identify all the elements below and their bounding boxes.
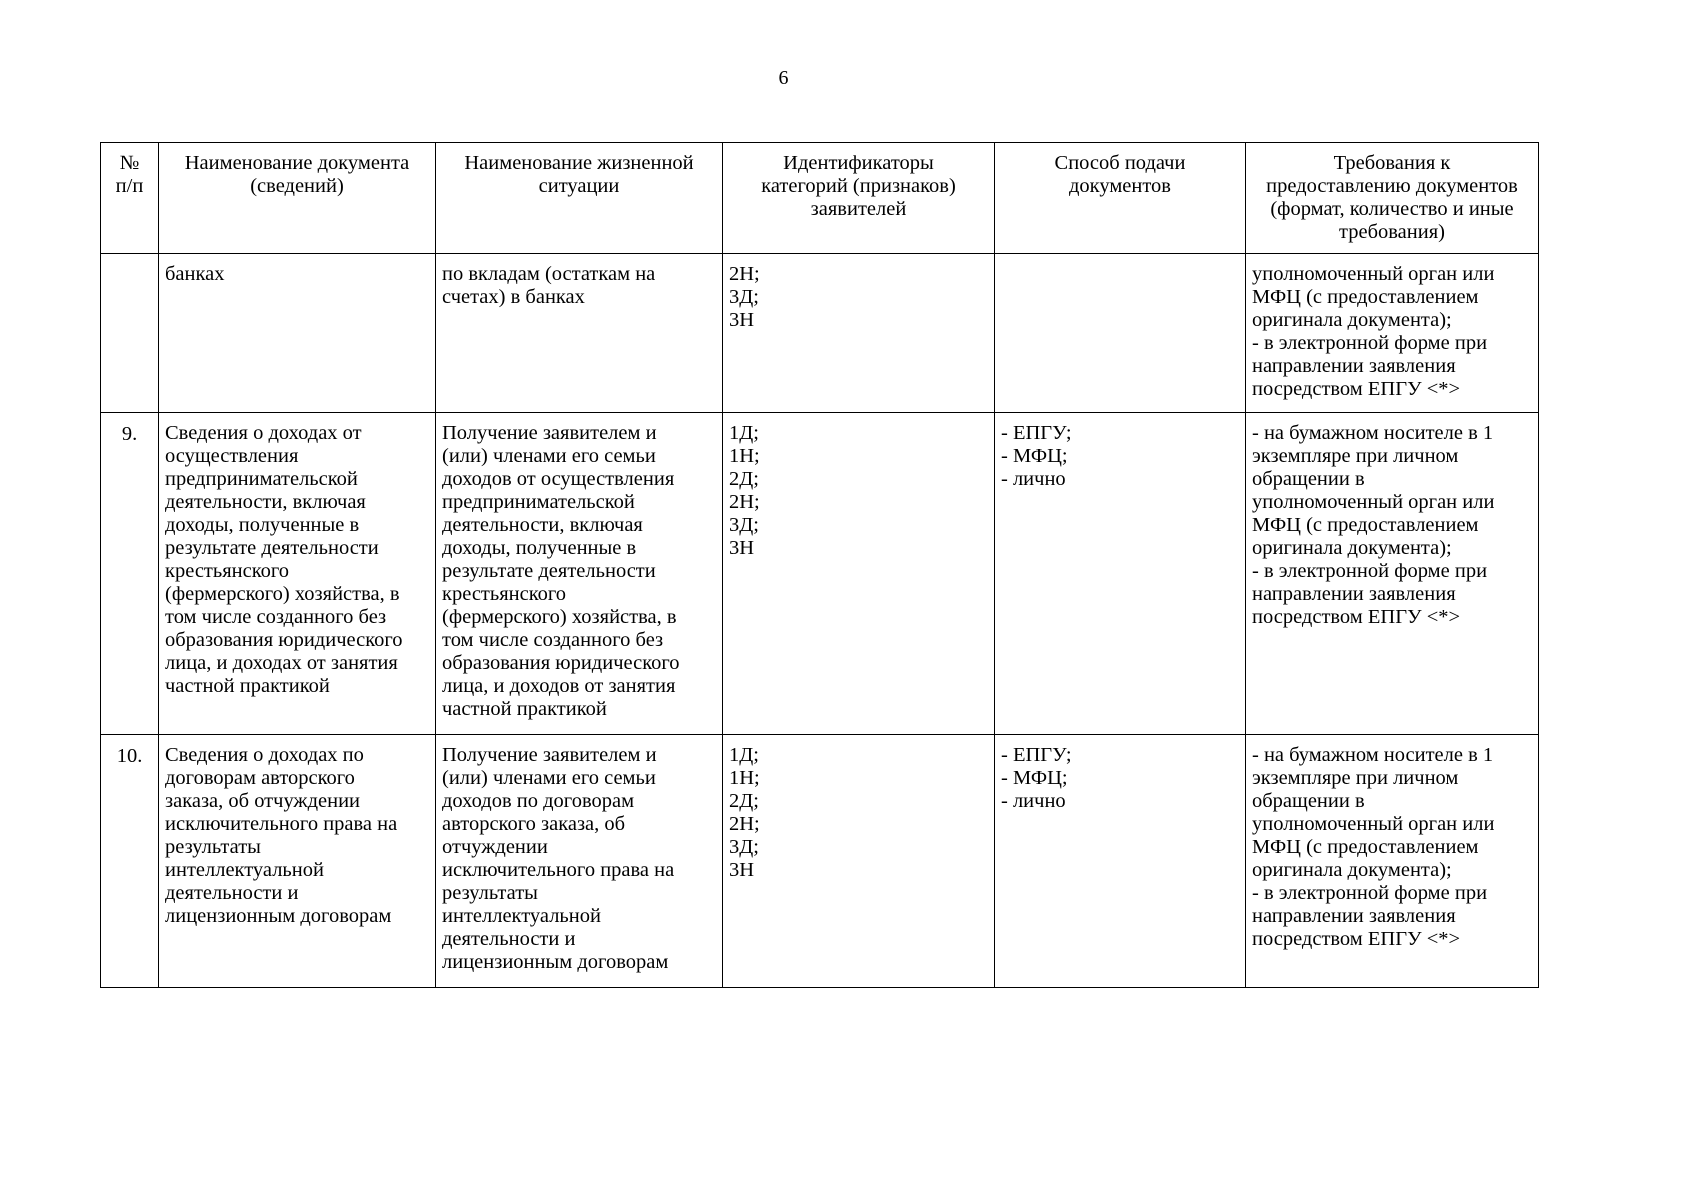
row-number: 9.: [101, 413, 159, 735]
table-header: [101, 143, 1539, 254]
header-life-situation: Наименование жизненной ситуации: [436, 143, 723, 254]
submission-method-cell: [995, 254, 1246, 413]
requirements-cell: - на бумажном носителе в 1 экземпляре при личном обращении в уполномоченный орган или МФЦ (с предоставлением оригинала документа); - в электронной форме при направлении заявления посредством ЕПГУ <*>: [1246, 413, 1539, 735]
header-number: № п/п: [101, 143, 159, 254]
identifiers-cell: 1Д; 1Н; 2Д; 2Н; 3Д; 3Н: [723, 735, 995, 988]
row-number: [101, 254, 159, 413]
life-situation-cell: Получение заявителем и (или) членами его семьи доходов от осуществления предпринимательской деятельности, включая доходы, полученные в результате деятельности крестьянского (фермерского) хозяйства, в том числе созданного без образования юридического лица, и доходов от занятия частной практикой: [436, 413, 723, 735]
requirements-cell: - на бумажном носителе в 1 экземпляре при личном обращении в уполномоченный орган или МФЦ (с предоставлением оригинала документа); - в электронной форме при направлении заявления посредством ЕПГУ <*>: [1246, 735, 1539, 988]
identifiers-cell: 2Н; 3Д; 3Н: [723, 254, 995, 413]
requirements-cell: уполномоченный орган или МФЦ (с предоставлением оригинала документа); - в электронной форме при направлении заявления посредством ЕПГУ <*>: [1246, 254, 1539, 413]
header-submission-method: Способ подачи документов: [995, 143, 1246, 254]
header-row: [101, 143, 1539, 254]
header-requirements: Требования к предоставлению документов (формат, количество и иные требования): [1246, 143, 1539, 254]
identifiers-cell: 1Д; 1Н; 2Д; 2Н; 3Д; 3Н: [723, 413, 995, 735]
life-situation-cell: Получение заявителем и (или) членами его семьи доходов по договорам авторского заказа, об отчуждении исключительного права на результаты интеллектуальной деятельности и лицензионным договорам: [436, 735, 723, 988]
header-applicant-identifiers: Идентификаторы категорий (признаков) заявителей: [723, 143, 995, 254]
page-number: 6: [778, 67, 789, 89]
submission-method-cell: - ЕПГУ; - МФЦ; - лично: [995, 735, 1246, 988]
table-row: [101, 413, 1539, 735]
table-body: [101, 254, 1539, 988]
table-row: [101, 735, 1539, 988]
document-name-cell: Сведения о доходах от осуществления предпринимательской деятельности, включая доходы, полученные в результате деятельности крестьянского (фермерского) хозяйства, в том числе созданного без образования юридического лица, и доходах от занятия частной практикой: [159, 413, 436, 735]
header-document-name: Наименование документа (сведений): [159, 143, 436, 254]
document-name-cell: Сведения о доходах по договорам авторского заказа, об отчуждении исключительного права на результаты интеллектуальной деятельности и лицензионным договорам: [159, 735, 436, 988]
submission-method-cell: - ЕПГУ; - МФЦ; - лично: [995, 413, 1246, 735]
documents-table: [100, 142, 1539, 988]
document-name-cell: банках: [159, 254, 436, 413]
table-row: [101, 254, 1539, 413]
row-number: 10.: [101, 735, 159, 988]
life-situation-cell: по вкладам (остаткам на счетах) в банках: [436, 254, 723, 413]
